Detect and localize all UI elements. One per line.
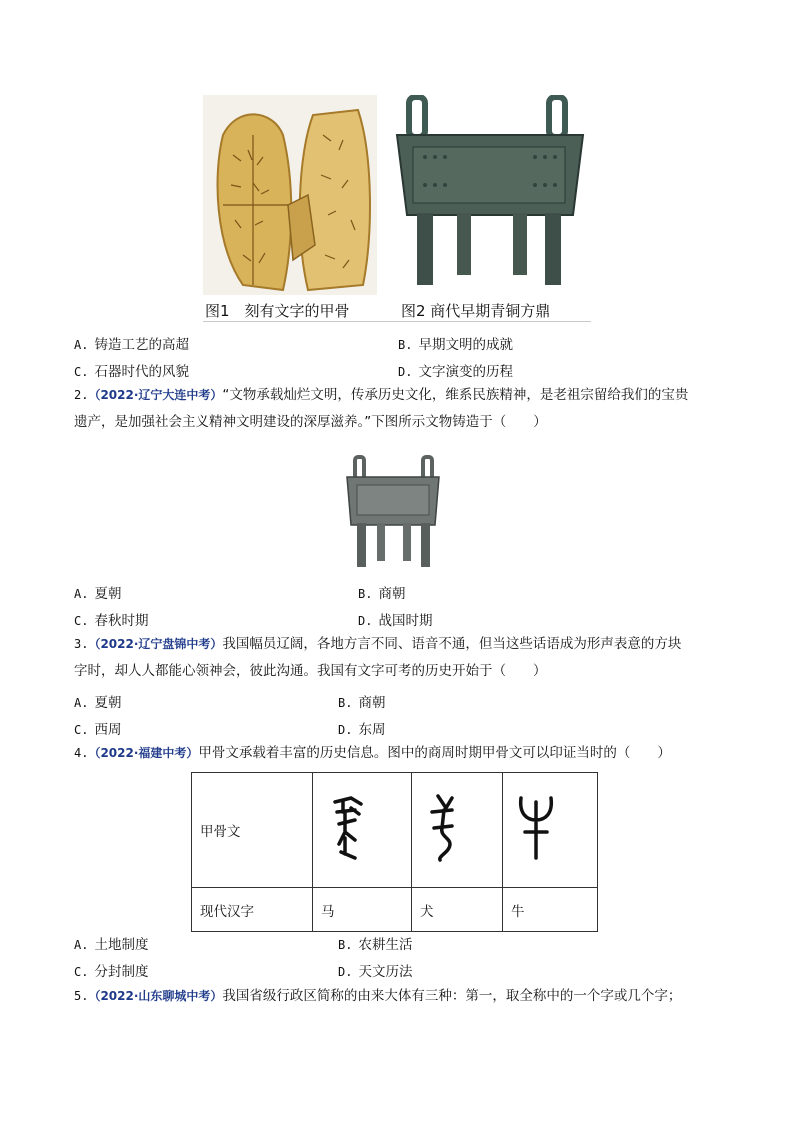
q4-option-d[interactable]: D. 天文历法 <box>338 964 413 980</box>
figure1-caption-oracle: 图1 刻有文字的甲骨 <box>205 302 350 320</box>
q4-source: （2022·福建中考） <box>88 746 199 760</box>
q2-option-d[interactable]: D. 战国时期 <box>358 613 433 629</box>
q1-option-b[interactable]: B. 早期文明的成就 <box>398 337 513 353</box>
q1-option-c[interactable]: C. 石器时代的风貌 <box>74 364 189 380</box>
bronze-ding-small-image <box>343 455 443 572</box>
q4-option-b[interactable]: B. 农耕生活 <box>338 937 413 953</box>
oracle-glyph-horse <box>313 773 412 888</box>
q1-option-d[interactable]: D. 文字演变的历程 <box>398 364 513 380</box>
q3-stem: 3.（2022·辽宁盘锦中考）我国幅员辽阔，各地方言不同、语音不通，但当这些话语成为形声表意的方块 字时，却人人都能心领神会，彼此沟通。我国有文字可考的历史开始于（ ） <box>74 636 682 679</box>
q3-option-c[interactable]: C. 西周 <box>74 722 122 738</box>
figure1-caption-ding: 图2 商代早期青铜方鼎 <box>401 302 551 320</box>
oracle-glyph-ox <box>503 773 598 888</box>
q5-stem: 5.（2022·山东聊城中考）我国省级行政区简称的由来大体有三种：第一，取全称中的一个字或几个字； <box>74 988 682 1004</box>
table-label-oracle: 甲骨文 <box>192 773 313 888</box>
q2-source: （2022·辽宁大连中考） <box>88 388 223 402</box>
oracle-glyph-dog <box>412 773 503 888</box>
table-label-modern: 现代汉字 <box>192 888 313 932</box>
bronze-ding-image <box>389 95 591 295</box>
q4-option-c[interactable]: C. 分封制度 <box>74 964 149 980</box>
oracle-bones-image <box>203 95 377 295</box>
modern-char-ox: 牛 <box>503 888 598 932</box>
oracle-bone-table <box>191 772 598 932</box>
q2-option-b[interactable]: B. 商朝 <box>358 586 406 602</box>
q3-source: （2022·辽宁盘锦中考） <box>88 637 223 651</box>
figure-oracle-bones-and-ding <box>203 95 591 323</box>
q2-option-c[interactable]: C. 春秋时期 <box>74 613 149 629</box>
modern-char-dog: 犬 <box>412 888 503 932</box>
q4-stem: 4.（2022·福建中考）甲骨文承载着丰富的历史信息。图中的商周时期甲骨文可以印证当时的（ ） <box>74 745 671 761</box>
q3-option-b[interactable]: B. 商朝 <box>338 695 386 711</box>
modern-char-horse: 马 <box>313 888 412 932</box>
q2-stem: 2.（2022·辽宁大连中考）“文物承载灿烂文明，传承历史文化，维系民族精神，是老祖宗留给我们的宝贵 遗产，是加强社会主义精神文明建设的深厚滋养。”下图所示文物铸造于（ ） <box>74 387 689 430</box>
q3-option-a[interactable]: A. 夏朝 <box>74 695 122 711</box>
q2-option-a[interactable]: A. 夏朝 <box>74 586 122 602</box>
q1-option-a[interactable]: A. 铸造工艺的高超 <box>74 337 189 353</box>
q5-source: （2022·山东聊城中考） <box>88 989 223 1003</box>
q3-option-d[interactable]: D. 东周 <box>338 722 386 738</box>
figure-divider <box>203 321 591 322</box>
q4-option-a[interactable]: A. 土地制度 <box>74 937 149 953</box>
